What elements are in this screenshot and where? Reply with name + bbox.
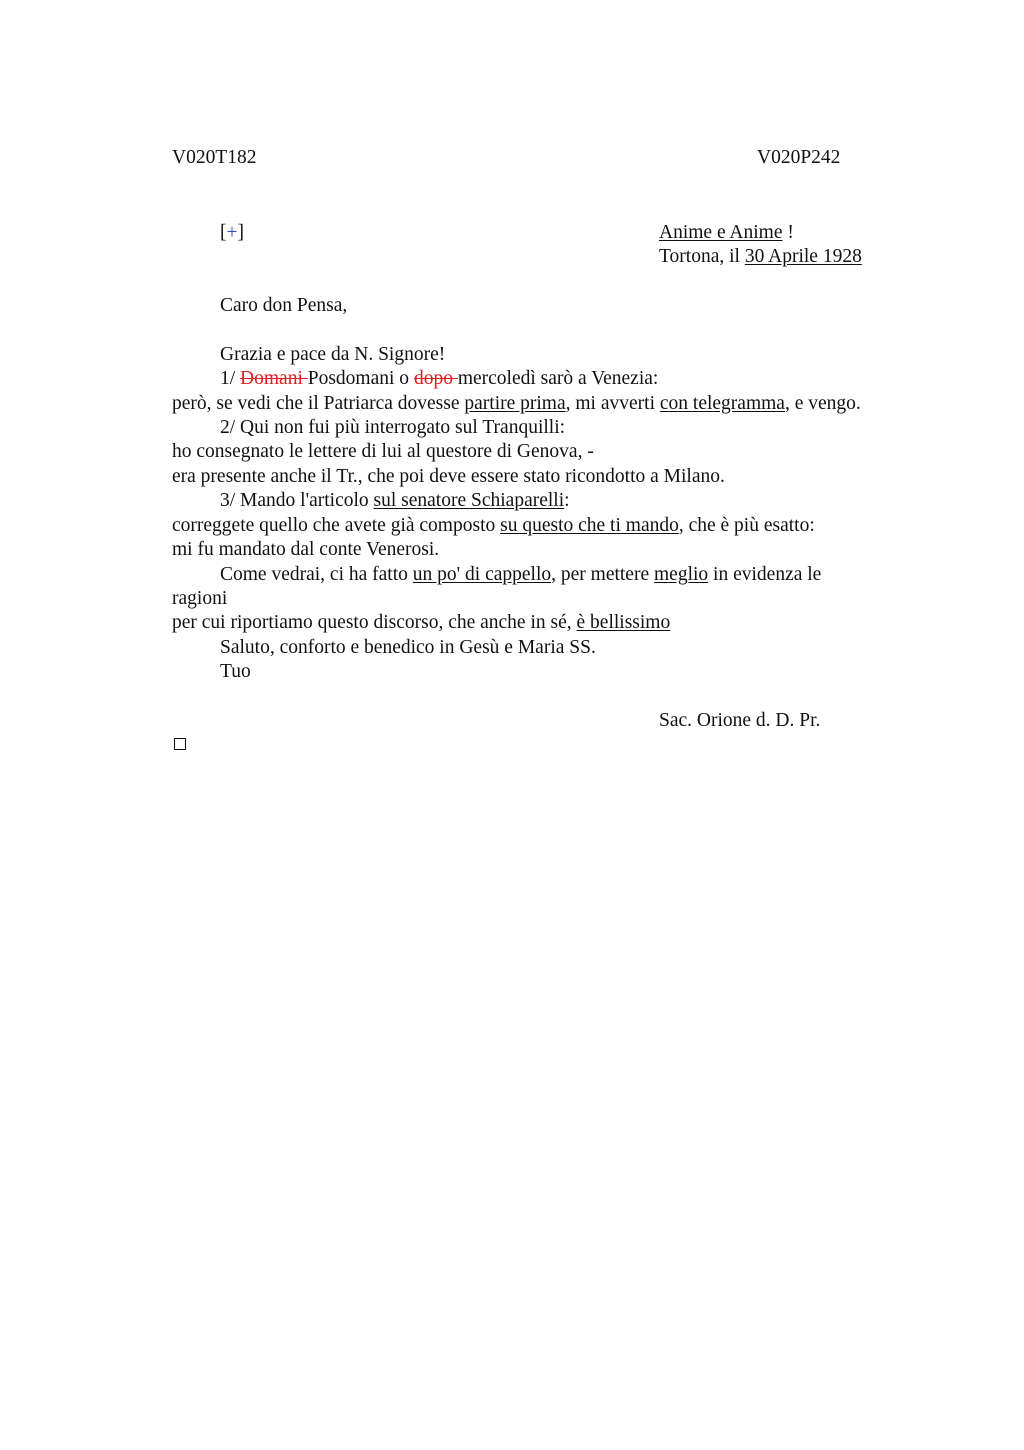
paragraph-2-line-3: era presente anche il Tr., che poi deve essere stato ricondotto a Milano. xyxy=(172,466,725,487)
p1-l2-text-b: , mi avverti xyxy=(565,393,660,414)
salutation: Caro don Pensa, xyxy=(220,295,348,316)
paragraph-1-line-1 xyxy=(220,367,658,391)
p1-text-a: Posdomani o xyxy=(307,368,414,389)
letter-date: 30 Aprile 1928 xyxy=(744,246,862,267)
paragraph-3-line-1 xyxy=(220,489,570,513)
end-mark-square-icon xyxy=(174,738,186,750)
document-code-left: V020T182 xyxy=(172,147,257,168)
deleted-word: Domani xyxy=(240,368,308,389)
place: Tortona, il xyxy=(659,246,745,267)
p4-underlined-c: è bellissimo xyxy=(576,612,671,633)
closing-blessing: Saluto, conforto e benedico in Gesù e Maria SS. xyxy=(220,637,596,658)
place-date-line xyxy=(659,245,862,269)
p3-l2-text-b: , che è più esatto: xyxy=(678,515,815,536)
paragraph-4-line-2: ragioni xyxy=(172,588,228,609)
p4-underlined-a: un po' di cappello xyxy=(412,564,552,585)
p4-l1-text-a: Come vedrai, ci ha fatto xyxy=(220,564,413,585)
p1-text-b: mercoledì sarò a Venezia: xyxy=(457,368,659,389)
p1-l2-text-a: però, se vedi che il Patriarca dovesse xyxy=(172,393,465,414)
paragraph-2-line-1: 2/ Qui non fui più interrogato sul Tranquilli: xyxy=(220,417,566,438)
paragraph-1-line-2 xyxy=(172,392,861,416)
p3-underlined-a: sul senatore Schiaparelli xyxy=(373,490,565,511)
signature: Sac. Orione d. D. Pr. xyxy=(659,710,821,731)
greeting: Grazia e pace da N. Signore! xyxy=(220,344,446,365)
p3-underlined-b: su questo che ti mando xyxy=(500,515,679,536)
motto: Anime e Anime xyxy=(659,222,783,243)
p4-underlined-b: meglio xyxy=(654,564,709,585)
paragraph-3-line-3: mi fu mandato dal conte Venerosi. xyxy=(172,539,440,560)
p3-l1-text-b: : xyxy=(564,490,570,511)
p1-underlined-a: partire prima xyxy=(464,393,566,414)
paragraph-4-line-1 xyxy=(220,563,821,587)
deleted-word: dopo xyxy=(413,368,458,389)
p3-l1-text-a: 3/ Mando l'articolo xyxy=(220,490,374,511)
document-code-right: V020P242 xyxy=(757,147,841,168)
cross-close-bracket: ] xyxy=(237,222,244,243)
p4-l3-text-a: per cui riportiamo questo discorso, che anche in sé, xyxy=(172,612,577,633)
cross-open-bracket: [ xyxy=(220,222,227,243)
motto-suffix: ! xyxy=(782,222,794,243)
motto-line xyxy=(659,221,794,245)
cross-mark xyxy=(220,221,244,245)
p3-l2-text-a: correggete quello che avete già composto xyxy=(172,515,501,536)
p4-l1-text-b: , per mettere xyxy=(551,564,654,585)
cross-icon: + xyxy=(226,222,238,243)
p4-l1-text-c: in evidenza le xyxy=(708,564,822,585)
p1-number: 1/ xyxy=(220,368,241,389)
paragraph-2-line-2: ho consegnato le lettere di lui al questore di Genova, - xyxy=(172,441,594,462)
paragraph-3-line-2 xyxy=(172,514,815,538)
p1-underlined-b: con telegramma xyxy=(659,393,785,414)
closing-yours: Tuo xyxy=(220,661,251,682)
p1-l2-text-c: , e vengo. xyxy=(784,393,861,414)
paragraph-4-line-3 xyxy=(172,611,670,635)
